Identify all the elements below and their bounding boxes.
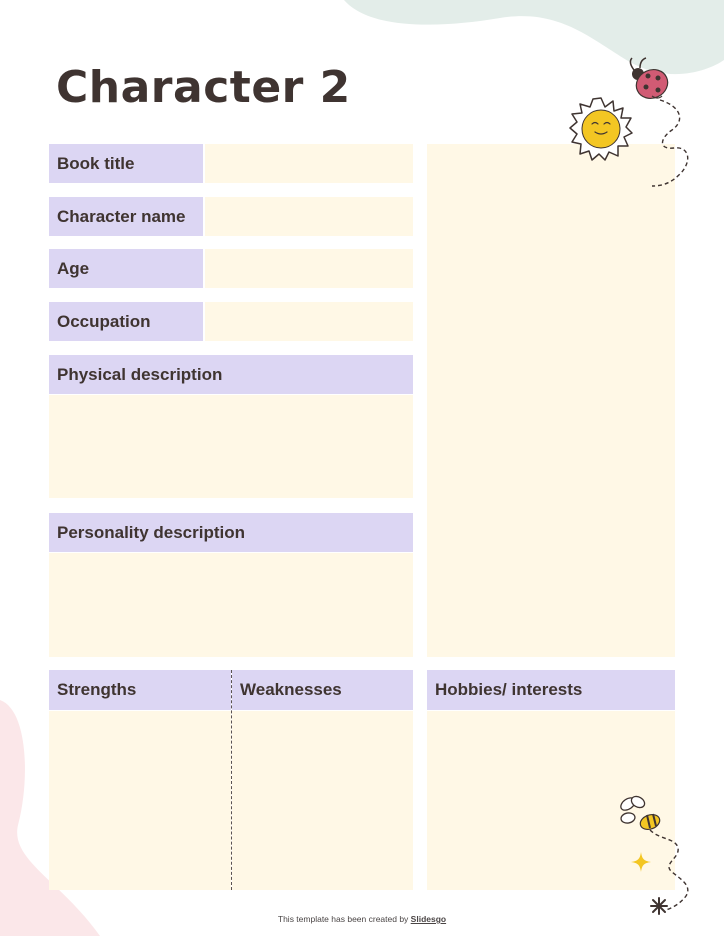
page-title: Character 2 bbox=[56, 62, 351, 113]
dashed-trail-top-icon bbox=[650, 98, 700, 190]
physical-description-label: Physical description bbox=[49, 355, 413, 394]
strengths-field[interactable] bbox=[49, 711, 231, 890]
footer-brand-link[interactable]: Slidesgo bbox=[410, 914, 447, 924]
occupation-label: Occupation bbox=[49, 302, 203, 341]
character-name-label: Character name bbox=[49, 197, 203, 236]
sparkle-icon bbox=[630, 851, 652, 873]
physical-description-field[interactable] bbox=[49, 395, 413, 498]
book-title-label: Book title bbox=[49, 144, 203, 183]
age-label: Age bbox=[49, 249, 203, 288]
strengths-weaknesses-divider bbox=[231, 670, 232, 890]
footer-credit bbox=[0, 914, 724, 924]
weaknesses-label: Weaknesses bbox=[232, 670, 413, 710]
book-title-field[interactable] bbox=[205, 144, 413, 183]
weaknesses-field[interactable] bbox=[232, 711, 413, 890]
personality-description-label: Personality description bbox=[49, 513, 413, 552]
asterisk-icon bbox=[649, 896, 669, 916]
hobbies-label: Hobbies/ interests bbox=[427, 670, 675, 710]
occupation-field[interactable] bbox=[205, 302, 413, 341]
personality-description-field[interactable] bbox=[49, 553, 413, 657]
footer-text: This template has been created by bbox=[277, 914, 411, 924]
character-name-field[interactable] bbox=[205, 197, 413, 236]
character-image-area[interactable] bbox=[427, 144, 675, 657]
strengths-label: Strengths bbox=[49, 670, 231, 710]
age-field[interactable] bbox=[205, 249, 413, 288]
